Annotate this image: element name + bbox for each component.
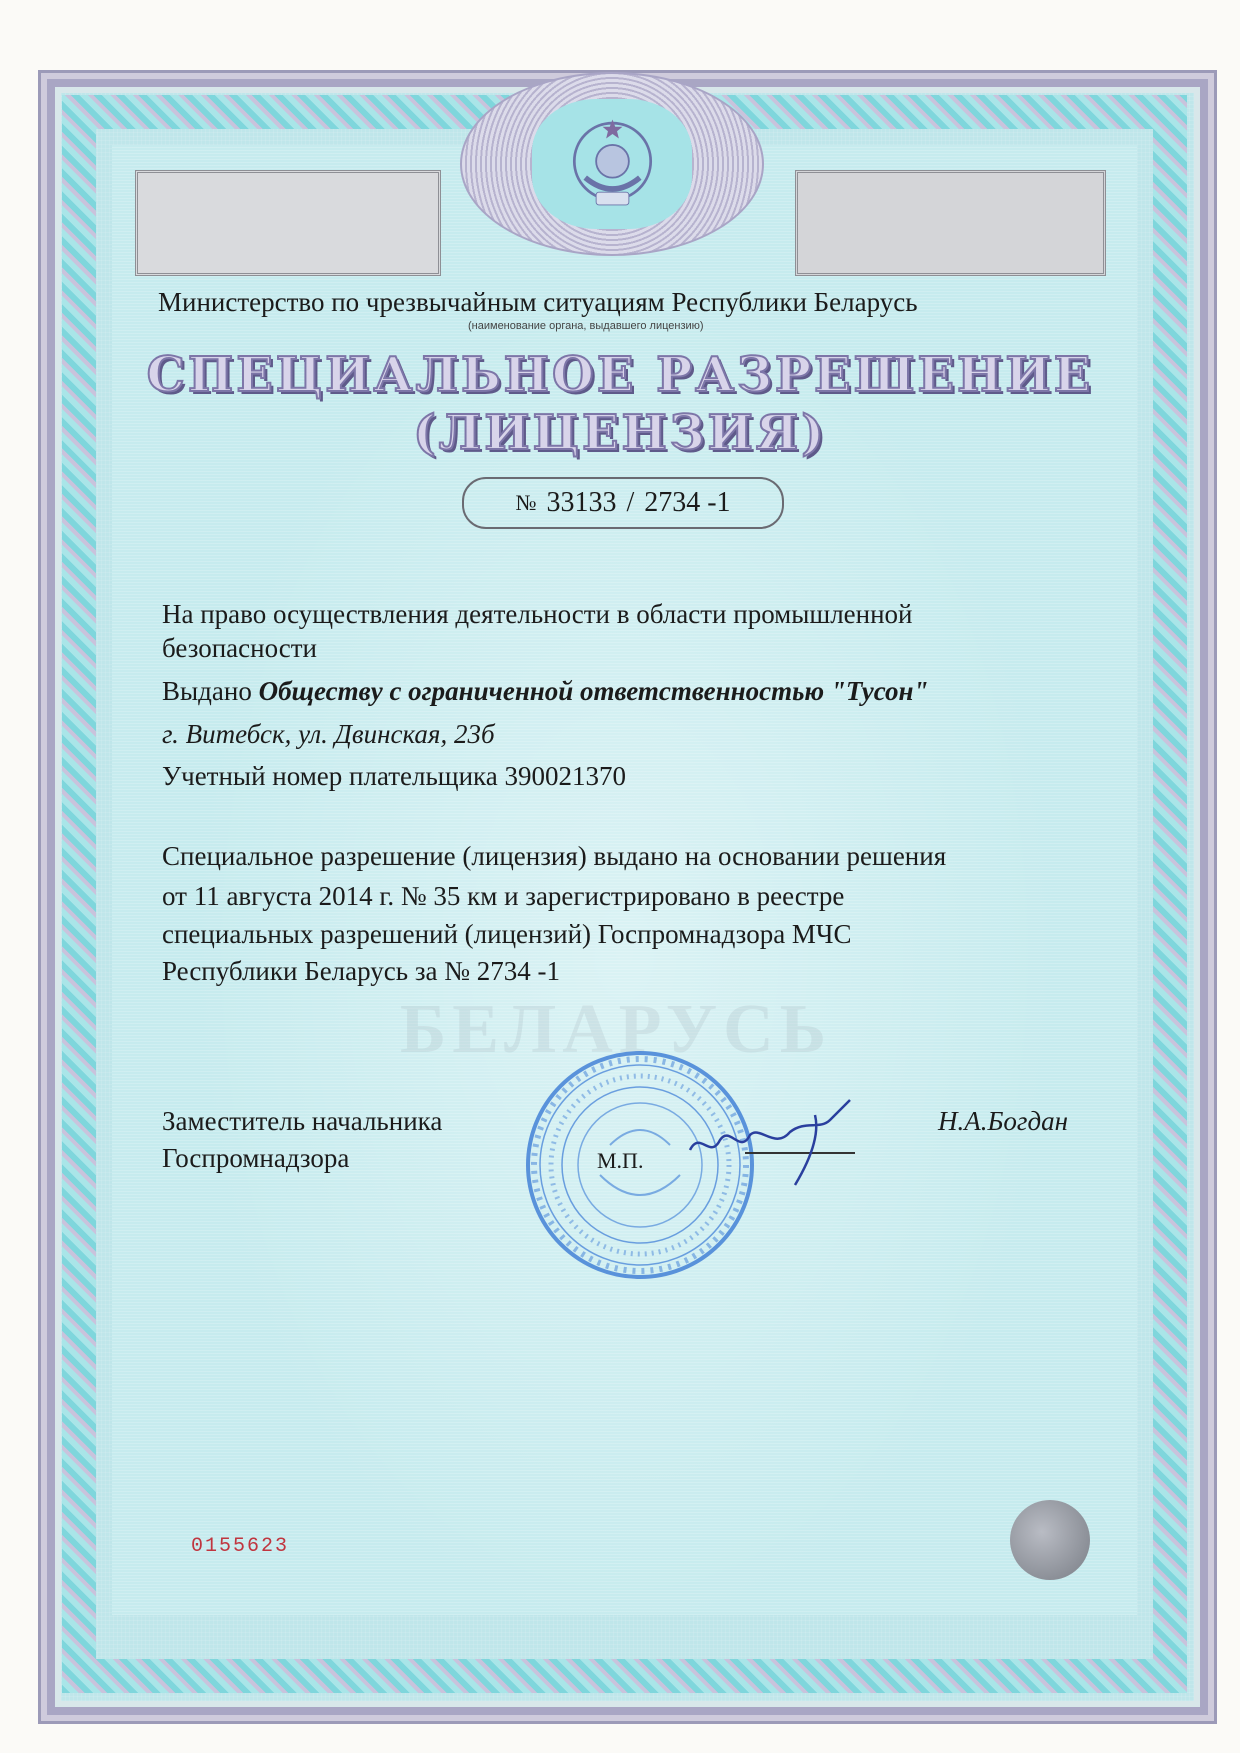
address: г. Витебск, ул. Двинская, 23б (162, 719, 495, 749)
issuer-caption: (наименование органа, выдавшего лицензию) (468, 320, 704, 332)
number-sign: № (515, 490, 537, 515)
issued-to-label: Выдано (162, 676, 252, 706)
seal-label: М.П. (597, 1148, 644, 1173)
license-number: 33133 (546, 487, 617, 518)
basis-line-3: специальных разрешений (лицензий) Госпромнадзора МЧС (162, 919, 852, 949)
activity-line-2: безопасности (162, 633, 317, 663)
hologram-icon (1010, 1500, 1090, 1580)
basis-line-1: Специальное разрешение (лицензия) выдано на основании решения (162, 841, 947, 871)
taxpayer-label: Учетный номер плательщика (162, 761, 498, 791)
blank-field-right (795, 170, 1106, 276)
state-emblem-medallion (460, 72, 764, 256)
registry-number: 2734 -1 (644, 487, 731, 518)
signatory-position-2: Госпромнадзора (162, 1143, 350, 1173)
document-subtitle: (ЛИЦЕНЗИЯ) (413, 405, 827, 461)
taxpayer-number (162, 760, 626, 792)
signatory-position-1: Заместитель начальника (162, 1106, 443, 1136)
document-title: СПЕЦИАЛЬНОЕ РАЗРЕШЕНИЕ (146, 347, 1094, 403)
basis-line-2: от 11 августа 2014 г. № 35 км и зарегистрировано в реестре (162, 881, 845, 911)
emblem-icon (532, 99, 692, 229)
issuer-name: Министерство по чрезвычайным ситуациям Республики Беларусь (158, 287, 918, 317)
taxpayer-value: 390021370 (504, 761, 626, 791)
issued-to (162, 675, 929, 707)
license-number-badge (462, 477, 784, 529)
issued-to-name: Обществу с ограниченной ответственностью "Тусон" (258, 676, 929, 706)
activity-line-1: На право осуществления деятельности в области промышленной (162, 599, 913, 629)
watermark-text: БЕЛАРУСЬ (400, 991, 832, 1068)
blank-field-left (135, 170, 441, 276)
signatory-name: Н.А.Богдан (938, 1106, 1069, 1136)
serial-number: 0155623 (191, 1535, 290, 1558)
number-separator: / (626, 487, 635, 518)
signature-icon (680, 1090, 880, 1190)
basis-line-4: Республики Беларусь за № 2734 -1 (162, 956, 560, 986)
